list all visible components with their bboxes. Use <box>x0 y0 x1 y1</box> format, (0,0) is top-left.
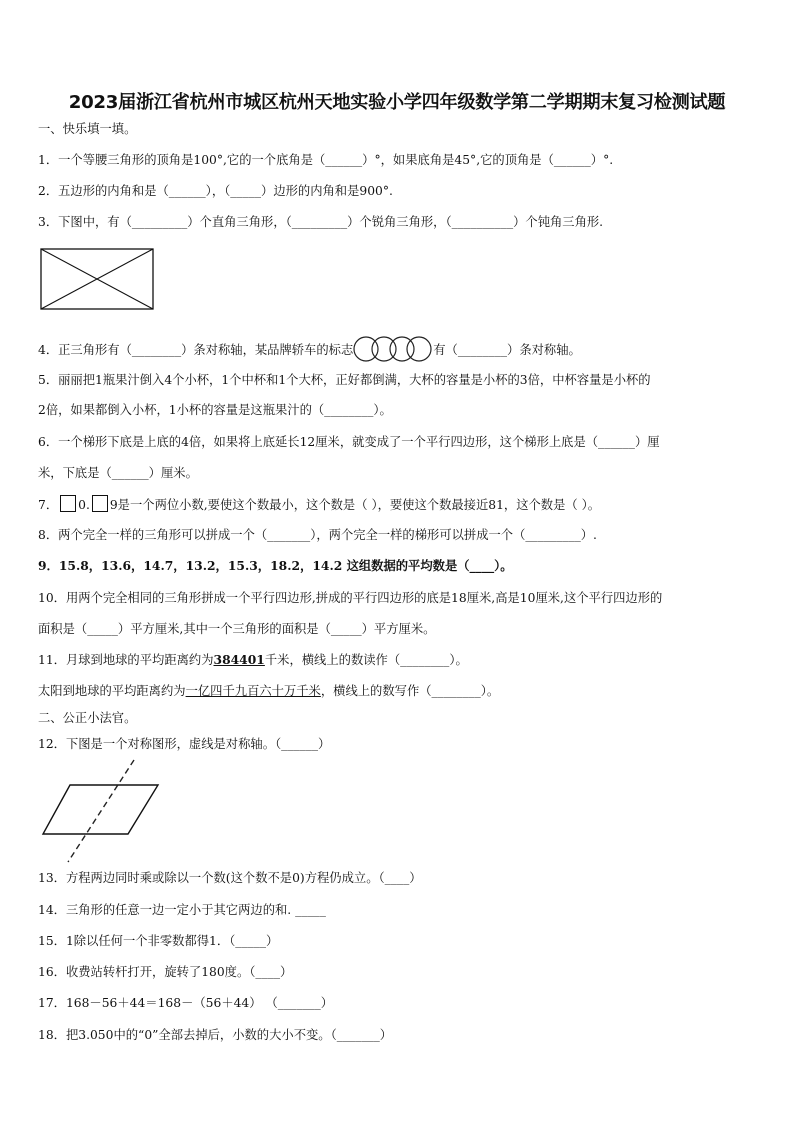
question-18: 18．把3.050中的“0”全部去掉后，小数的大小不变。（_______） <box>38 1028 393 1042</box>
question-3: 3．下图中，有（_________）个直角三角形，（_________）个锐角三角形，（__________）个钝角三角形. <box>38 215 604 229</box>
section-heading-fill-in: 一、快乐填一填。 <box>38 122 137 136</box>
question-4-part-1: 4．正三角形有（________）条对称轴，某品牌轿车的标志 <box>38 343 354 357</box>
digit-box-2 <box>92 495 108 512</box>
question-11-line-2 <box>38 682 499 700</box>
parallelogram-symmetry-figure <box>40 758 166 864</box>
figure-dashed-axis <box>68 760 134 862</box>
figure-parallelogram <box>43 785 158 834</box>
question-4 <box>38 334 581 364</box>
question-7 <box>38 495 600 514</box>
question-13: 13．方程两边同时乘或除以一个数(这个数不是0)方程仍成立。（____） <box>38 871 422 885</box>
question-11-part-4: ，横线上的数写作（________）。 <box>320 684 500 698</box>
digit-box-1 <box>60 495 76 512</box>
question-14: 14．三角形的任意一边一定小于其它两边的和. _____ <box>38 903 326 917</box>
question-1: 1．一个等腰三角形的顶角是100°,它的一个底角是（______）°，如果底角是45°,它的顶角是（______）°. <box>38 153 614 167</box>
question-7-number: 7． <box>38 498 59 512</box>
question-11-line-1 <box>38 651 468 669</box>
question-16: 16．收费站转杆打开，旋转了180度。（____） <box>38 965 293 979</box>
question-6-line-2: 米，下底是（______）厘米。 <box>38 466 198 480</box>
logo-ring-2 <box>372 337 396 361</box>
question-12: 12．下图是一个对称图形，虚线是对称轴。（______） <box>38 737 331 751</box>
rectangle-diagonals-figure <box>40 248 156 312</box>
question-4-part-2: 有（________）条对称轴。 <box>433 343 581 357</box>
question-11-part-2: 千米，横线上的数读作（________）。 <box>264 653 468 667</box>
question-6-line-1: 6．一个梯形下底是上底的4倍，如果将上底延长12厘米，就变成了一个平行四边形，这个梯形上底是（______）厘 <box>38 435 660 449</box>
question-2: 2．五边形的内角和是（______），（_____）边形的内角和是900°. <box>38 184 393 198</box>
question-11-part-3: 太阳到地球的平均距离约为 <box>38 684 186 698</box>
sun-distance-value: 一亿四千九百六十万千米 <box>185 684 321 698</box>
question-10-line-2: 面积是（_____）平方厘米,其中一个三角形的面积是（_____）平方厘米。 <box>38 622 436 636</box>
car-logo-rings-icon <box>353 334 433 364</box>
section-heading-true-false: 二、公正小法官。 <box>38 711 137 725</box>
question-7-decimal: 0. <box>78 498 90 512</box>
question-5-line-1: 5．丽丽把1瓶果汁倒入4个小杯，1个中杯和1个大杯，正好都倒满，大杯的容量是小杯的3倍，中杯容量是小杯的 <box>38 373 651 387</box>
question-9: 9．15.8，13.6，14.7，13.2，15.3，18.2，14.2 这组数据的平均数是（____）。 <box>38 558 513 573</box>
moon-distance-value: 384401 <box>213 652 265 667</box>
question-11-part-1: 11．月球到地球的平均距离约为 <box>38 653 214 667</box>
question-5-line-2: 2倍，如果都倒入小杯，1小杯的容量是这瓶果汁的（________）。 <box>38 403 392 417</box>
question-8: 8．两个完全一样的三角形可以拼成一个（_______），两个完全一样的梯形可以拼成一个（_________）. <box>38 528 597 542</box>
question-10-line-1: 10．用两个完全相同的三角形拼成一个平行四边形,拼成的平行四边形的底是18厘米,高是10厘米,这个平行四边形的 <box>38 591 663 605</box>
page-title: 2023届浙江省杭州市城区杭州天地实验小学四年级数学第二学期期末复习检测试题 <box>68 92 726 113</box>
logo-ring-4 <box>407 337 431 361</box>
question-7-text: 9是一个两位小数,要使这个数最小，这个数是（ ），要使这个数最接近81，这个数是（ ）。 <box>109 498 601 512</box>
question-15: 15．1除以任何一个非零数都得1．（_____） <box>38 934 279 948</box>
logo-ring-1 <box>354 337 378 361</box>
question-17: 17．168－56＋44＝168－（56＋44） （_______） <box>38 996 334 1010</box>
